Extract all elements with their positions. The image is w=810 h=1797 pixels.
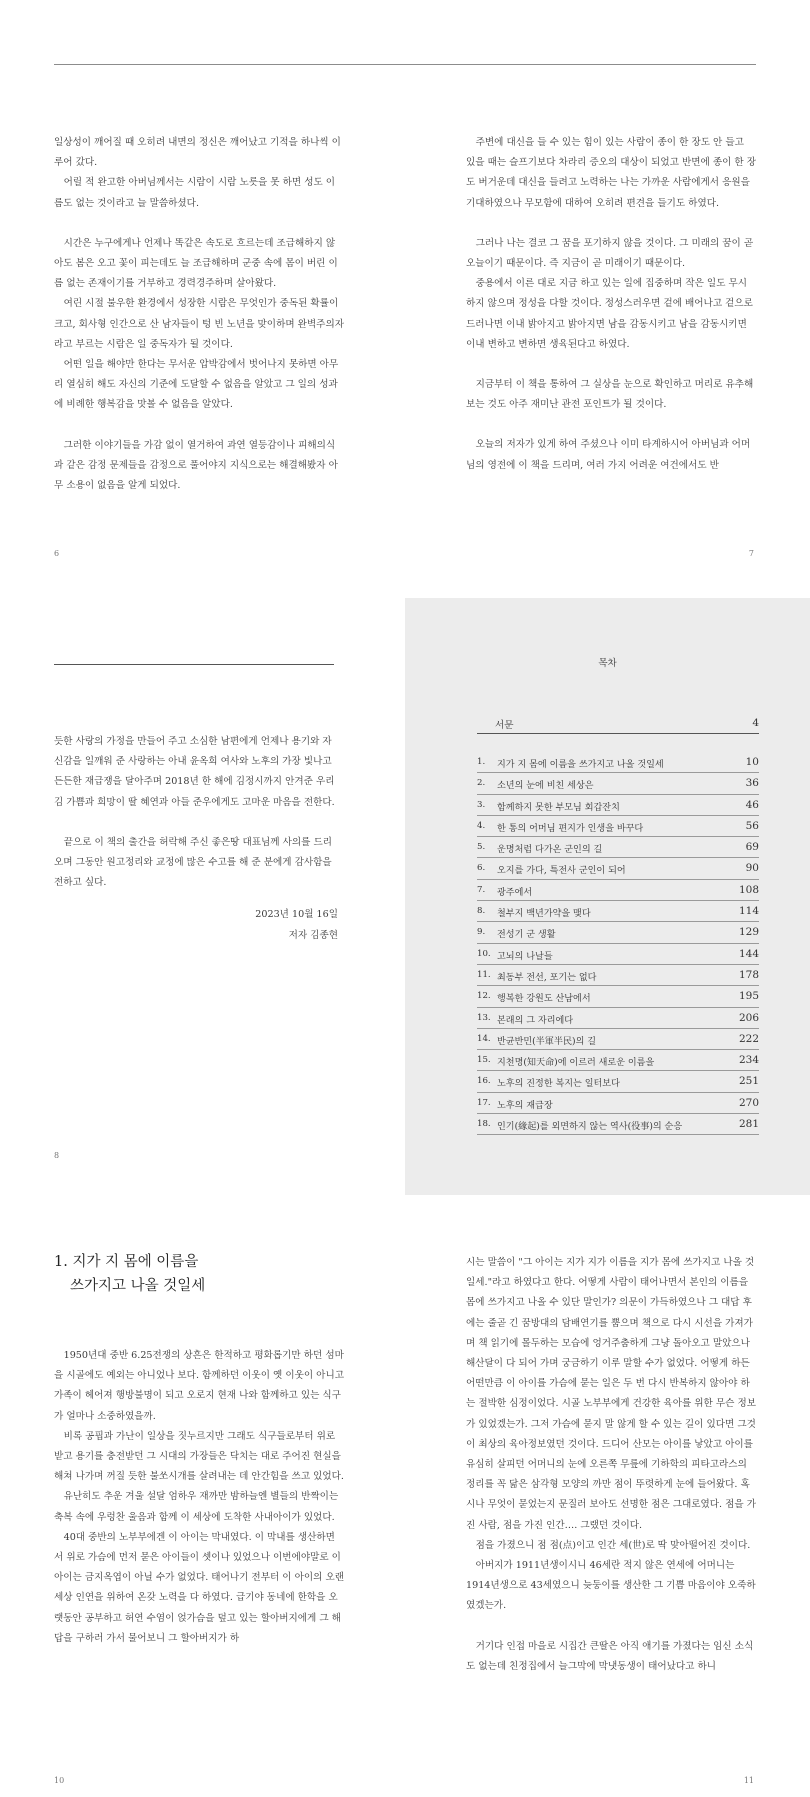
body-paragraph: 거기다 인접 마을로 시집간 큰딸은 아직 애기를 가졌다는 임신 소식도 없는데 친정집에서 늘그막에 막냇동생이 태어났다고 하니 <box>466 1640 754 1672</box>
toc-entry-number: 8. <box>477 906 486 917</box>
toc-entry[interactable] <box>477 752 759 773</box>
toc-entry-title: 노후의 진정한 복지는 일터보다 <box>497 1079 620 1090</box>
toc-entry-title: 소년의 눈에 비친 세상은 <box>497 781 594 792</box>
page-number-11: 11 <box>743 1776 754 1785</box>
toc-entry-title: 노후의 재급장 <box>497 1100 553 1111</box>
body-paragraph: 아버지가 1911년생이시니 46세란 적지 않은 연세에 어머니는 1914년생으로 43세였으니 늦둥이를 생산한 그 기쁨 마음이야 오죽하였겠는가. <box>466 1560 756 1612</box>
toc-entry-title: 오지를 가다, 특전사 군인이 되어 <box>497 866 626 877</box>
toc-entry-number: 9. <box>477 927 486 938</box>
preface-date: 2023년 10월 16일 <box>255 909 338 921</box>
toc-entry-page: 10 <box>745 756 759 768</box>
toc-entry-number: 14. <box>477 1033 491 1044</box>
toc-entry-number: 17. <box>477 1097 491 1108</box>
toc-entry-number: 16. <box>477 1076 491 1087</box>
page-7 <box>466 133 756 513</box>
toc-entry-title: 반균반민(半軍半民)의 길 <box>497 1036 597 1047</box>
page-11 <box>466 1253 756 1723</box>
toc-entry-page: 281 <box>738 1118 759 1131</box>
body-paragraph: 1950년대 중반 6.25전쟁의 상흔은 한적하고 평화롭기만 하던 섬마을 시골에도 예외는 아니었나 보다. 함께하던 이웃이 옛 이웃이 아니고 가족이 헤어져 행방불명이 되고 오로지 현재 나와 함께하고 있는 식구가 얼마나 소중하였을까. <box>54 1350 344 1422</box>
toc-entry[interactable] <box>477 1093 759 1114</box>
paragraph-gap <box>466 214 756 234</box>
toc-entry-number: 4. <box>477 820 486 831</box>
toc-title: 목차 <box>598 658 617 669</box>
toc-preface-page: 4 <box>752 717 759 729</box>
toc-entry-page: 144 <box>738 947 759 960</box>
toc-entry-title: 행복한 강원도 산남에서 <box>497 994 591 1005</box>
toc-entry-number: 1. <box>477 757 486 767</box>
toc-entry-title: 철부지 백년가약을 맺다 <box>497 909 591 920</box>
toc-entry-number: 5. <box>477 842 486 853</box>
toc-entry[interactable] <box>477 1050 759 1071</box>
paragraph-gap <box>466 1617 756 1637</box>
toc-entry-page: 251 <box>738 1075 759 1088</box>
body-paragraph: 40대 중반의 노부부에겐 이 아이는 막내였다. 이 막내를 생산하면서 위로 가슴에 먼저 묻은 아이들이 셋이나 있었으나 이번에야말로 이 아이는 금지옥엽이 아닐 수가 없었다. 태어나기 전부터 이 아이의 오랜 세상 인연을 위하여 온갖 노력을 다 하였다. 급기야 동네에 한학을 오랫동안 공부하고 허연 수염이 얹가슴을 덮고 있는 할아버지에게 그 해답을 구하러 가서 물어보니 그 할아버지가 하 <box>54 1531 344 1644</box>
body-paragraph: 그러한 이야기들을 가감 없이 열거하여 과연 열등감이나 피해의식과 같은 감정 문제들을 감정으로 풀어야지 지식으로는 해결해봤자 아무 소용이 없음을 알게 되었다. <box>54 439 338 492</box>
body-paragraph: 끝으로 이 책의 출간을 허락해 주신 좋은땅 대표님께 사의를 드리오며 그동안 원고정리와 교정에 많은 수고를 해 준 분에게 감사함을 전하고 싶다. <box>54 836 332 889</box>
toc-entry-page: 206 <box>738 1011 759 1024</box>
table-of-contents <box>405 598 810 1195</box>
body-paragraph: 비록 공핍과 가난이 일상을 짓누르지만 그래도 식구들로부터 위로받고 용기를 충전받던 그 시대의 가장들은 닥치는 대로 주어진 현실을 해쳐 나가며 꺼질 듯한 불쏘시개를 살려내는 데 안간힘을 쓰고 있었다. <box>54 1430 344 1483</box>
page-8 <box>54 732 338 992</box>
body-paragraph: 주변에 대신을 들 수 있는 힘이 있는 사람이 종이 한 장도 안 들고 있을 때는 슬프기보다 차라리 증오의 대상이 되었고 반면에 종이 한 장도 버거운데 대신을 들려고 노력하는 나는 가까운 사람에게서 응원을 기대하였으나 무모함에 대하여 오히려 편견을 들기도 하였다. <box>466 137 756 209</box>
chapter-title-line-1: 1. 지가 지 몸에 이름을 <box>54 1254 199 1270</box>
toc-entry[interactable] <box>477 944 759 965</box>
toc-entry-title: 지천명(知天命)에 이르러 새로운 이름을 <box>497 1058 655 1069</box>
toc-entry-title: 함께하지 못한 부모님 회갑잔치 <box>497 802 620 813</box>
toc-entry[interactable] <box>477 816 759 837</box>
toc-entry-page: 46 <box>745 798 759 811</box>
toc-entry-title: 한 통의 어머님 편지가 인생을 바꾸다 <box>497 823 644 834</box>
toc-entry[interactable] <box>477 965 759 986</box>
paragraph-gap <box>466 415 756 435</box>
toc-entry[interactable] <box>477 1114 759 1135</box>
toc-list <box>477 752 759 1135</box>
paragraph-gap <box>54 214 344 234</box>
toc-preface-title: 서문 <box>495 720 514 731</box>
toc-entry-number: 15. <box>477 1055 491 1066</box>
paragraph-gap <box>466 355 756 375</box>
page-number-7: 7 <box>748 549 754 558</box>
toc-entry-number: 7. <box>477 884 486 895</box>
body-paragraph: 듯한 사랑의 가정을 만들어 주고 소심한 남편에게 언제나 용기와 자신감을 일깨워 준 사랑하는 아내 윤옥희 여사와 노후의 가장 빛나고 든든한 재급쟁을 달아주며 2018년 한 해에 김정시까지 안겨준 우리 김 가쁨과 희망이 딸 혜연과 아들 준우에게도 고마운 마음을 전한다. <box>54 736 335 808</box>
body-paragraph: 점을 가졌으니 점 점(点)이고 인간 세(世)로 딱 맞아떨어진 것이다. <box>475 1539 751 1551</box>
toc-entry-page: 69 <box>745 841 759 854</box>
toc-entry-page: 222 <box>738 1032 759 1045</box>
toc-entry-title: 운명처럼 다가온 군인의 길 <box>497 845 603 856</box>
toc-entry[interactable] <box>477 922 759 943</box>
toc-entry-page: 108 <box>738 883 759 896</box>
toc-entry[interactable] <box>477 880 759 901</box>
toc-entry-number: 3. <box>477 799 486 810</box>
body-paragraph: 지금부터 이 책을 통하여 그 실상을 눈으로 확인하고 머리로 유추해 보는 것도 아주 재미난 관전 포인트가 될 것이다. <box>466 379 754 411</box>
toc-entry-title: 최동부 전선, 포기는 없다 <box>497 972 597 983</box>
body-paragraph: 어떤 일을 해야만 한다는 무서운 압박감에서 벗어나지 못하면 아무리 열심히 해도 자신의 기준에 도달할 수 없음을 알았고 그 일의 성과에 비례한 행복감을 맛볼 수 없음을 알았다. <box>54 359 339 411</box>
toc-entry[interactable] <box>477 795 759 816</box>
body-paragraph: 유난히도 추운 겨울 설달 엄하우 재까만 밤하늘엔 별들의 반짝이는 축복 속에 우렁찬 울음과 함께 이 세상에 도착한 사내아이가 있었다. <box>54 1491 339 1523</box>
toc-entry[interactable] <box>477 901 759 922</box>
toc-entry-number: 2. <box>477 778 486 789</box>
page-number-6: 6 <box>54 549 60 558</box>
toc-entry-page: 90 <box>745 862 759 875</box>
toc-entry-page: 129 <box>738 926 759 939</box>
toc-entry-title: 고뇌의 나날들 <box>497 951 553 962</box>
body-paragraph: 어릴 적 완고한 아버님께서는 시람이 시람 노릇을 못 하면 성도 이름도 없는 것이라고 늘 말씀하셨다. <box>54 177 336 209</box>
toc-entry-title: 인기(緣起)를 외면하지 않는 역사(役事)의 순응 <box>497 1122 683 1133</box>
page-number-10: 10 <box>54 1776 65 1785</box>
paragraph-gap <box>54 813 338 833</box>
body-paragraph: 시간은 누구에게나 언제나 똑같은 속도로 흐르는데 조급해하지 않아도 봄은 오고 꽃이 피는데도 늘 조급해하며 군중 속에 몸이 버린 이름 없는 존재이기를 거부하고 경력경주하며 살아왔다. <box>54 237 338 290</box>
toc-entry-number: 6. <box>477 863 486 874</box>
toc-entry[interactable] <box>477 858 759 879</box>
page-8-top-rule <box>54 664 334 665</box>
preface-author: 저자 김종현 <box>288 929 338 941</box>
toc-entry[interactable] <box>477 837 759 858</box>
body-paragraph: 시는 말씀이 "그 아이는 지가 지가 이름을 지가 몸에 쓰가지고 나올 것일세."라고 하였다고 한다. 어떻게 사람이 태어나면서 본인의 이름을 몸에 쓰가지고 나올 수 있단 말인가? 의문이 가득하였으나 그 대답 후에는 줄곧 긴 꿈방대의 담배연기를 뿜으며 책으로 다시 시선을 가져가며 책 읽기에 몰두하는 모습에 엉거주춤하게 그냥 돌아오고 말았으나 해산달이 다 되어 가며 궁금하기 이루 말할 수가 없었다. 어떻게 하든 어떤만큼 이 아이를 가슴에 묻는 일은 두 번 다시 반복하지 않아야 하는 절박한 심정이었다. 시골 노부부에게 건강한 육아를 위한 무슨 정보가 있었겠는가. 그저 가슴에 묻지 말 않게 할 수 있는 길이 있다면 그것이 최상의 육아정보였던 것이다. 드디어 산모는 아이를 낳았고 아이를 유심히 살피던 어머니의 눈에 오른쪽 무릎에 기하학의 피타고라스의 정리를 꼭 닮은 삼각형 모양의 까만 점이 뚜렷하게 눈에 들어왔다. 혹시나 무엇이 묻었는지 문질러 보아도 선명한 점은 그대로였다. 점을 가진 사람, 점을 가진 인간…. 그랬던 것이다. <box>466 1257 756 1531</box>
chapter-title-line-2: 쓰가지고 나올 것일세 <box>70 1278 206 1294</box>
top-rule <box>54 64 756 65</box>
toc-entry-number: 11. <box>477 969 491 980</box>
body-paragraph: 오늘의 저자가 있게 하여 주셨으나 이미 타계하시어 아버님과 어머님의 영전에 이 책을 드리며, 여러 가지 어려운 여건에서도 반 <box>466 439 751 471</box>
toc-entry[interactable] <box>477 1071 759 1092</box>
toc-entry[interactable] <box>477 773 759 794</box>
body-paragraph: 일상성이 깨어질 때 오히려 내면의 정신은 깨어났고 기적을 하나씩 이루어 갔다. <box>54 137 341 169</box>
body-paragraph: 중용에서 이른 대로 지금 하고 있는 일에 집중하며 작은 일도 무시하지 않으며 정성을 다할 것이다. 정성스러우면 겉에 배어나고 겉으로 드러나면 이내 밝아지고 밝아지면 남을 감동시키고 남을 감동시키면 이내 변하고 변하면 생육된다고 하였다. <box>466 278 753 350</box>
toc-entry-title: 광주에서 <box>497 887 533 898</box>
toc-entry-page: 234 <box>738 1054 759 1067</box>
toc-preface-row[interactable] <box>477 715 759 734</box>
toc-entry-number: 18. <box>477 1119 491 1130</box>
page-10 <box>54 1250 344 1720</box>
toc-entry[interactable] <box>477 1029 759 1050</box>
paragraph-gap <box>54 416 344 436</box>
page-number-8: 8 <box>54 1151 60 1160</box>
toc-entry-page: 178 <box>738 968 759 981</box>
toc-entry-number: 12. <box>477 991 491 1002</box>
page-6 <box>54 133 344 513</box>
toc-entry-title: 지가 지 몸에 이름을 쓰가지고 나올 것일세 <box>497 760 664 770</box>
body-paragraph: 여린 시절 불우한 환경에서 성장한 시람은 무엇인가 중독된 확률이 크고, 회사형 인간으로 산 남자들이 텅 빈 노년을 맞이하며 완벽주의자라고 부르는 시람은 일 중독자가 될 것이다. <box>54 298 344 350</box>
toc-entry-page: 56 <box>745 819 759 832</box>
toc-entry-page: 36 <box>745 777 759 790</box>
toc-entry-number: 10. <box>477 948 491 959</box>
toc-entry-page: 270 <box>738 1096 759 1109</box>
toc-entry-number: 13. <box>477 1012 491 1023</box>
toc-entry-page: 195 <box>738 990 759 1003</box>
body-paragraph: 그러나 나는 결코 그 꿈을 포기하지 않을 것이다. 그 미래의 꿈이 곧 오늘이기 때문이다. 즉 지금이 곧 미래이기 때문이다. <box>466 237 754 270</box>
toc-entry[interactable] <box>477 1008 759 1029</box>
toc-entry[interactable] <box>477 986 759 1007</box>
toc-entry-title: 전성기 군 생활 <box>497 930 556 941</box>
toc-entry-title: 본래의 그 자리에다 <box>497 1015 574 1026</box>
toc-entry-page: 114 <box>738 905 759 918</box>
